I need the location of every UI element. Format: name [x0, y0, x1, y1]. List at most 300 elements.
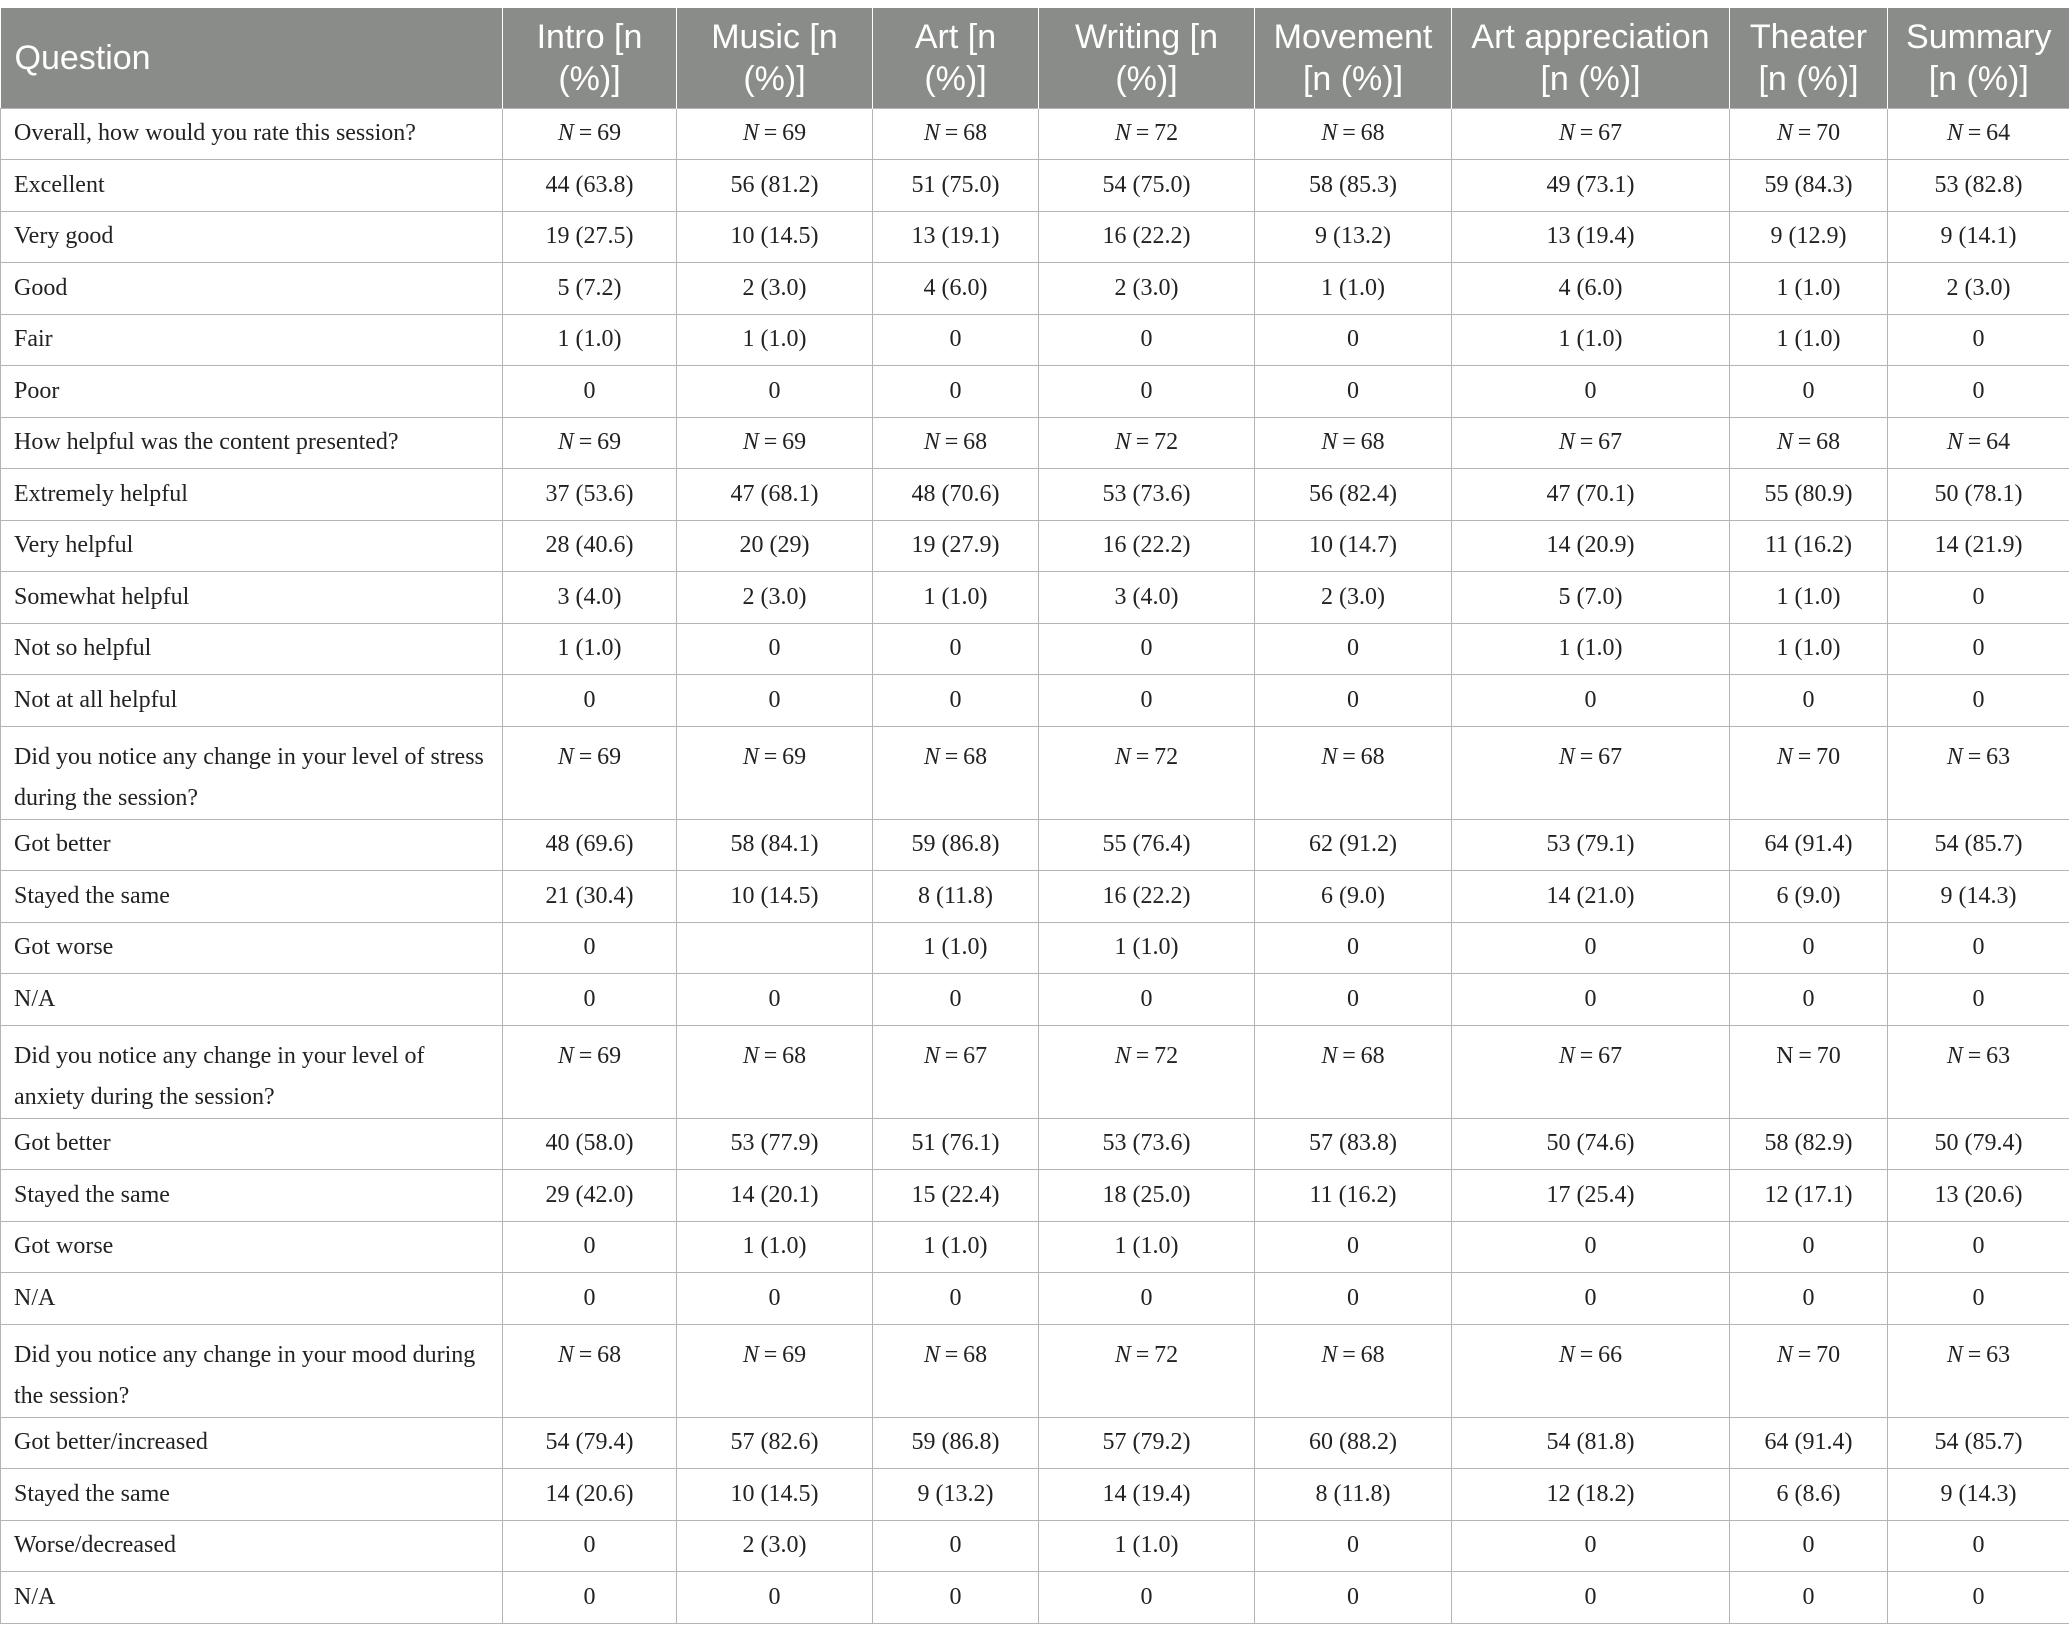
count-percent-cell: 1 (1.0) — [873, 572, 1039, 624]
count-percent-cell: 0 — [677, 623, 873, 675]
count-percent-cell: 6 (9.0) — [1255, 871, 1452, 923]
sample-size-symbol: N — [1321, 429, 1338, 456]
count-percent-cell: 4 (6.0) — [873, 263, 1039, 315]
response-label: Got worse — [1, 922, 503, 974]
question-row — [1, 1025, 2069, 1118]
count-percent-cell: 53 (77.9) — [677, 1118, 873, 1170]
count-percent-cell: 0 — [1039, 1572, 1255, 1624]
sample-size-value: 64 — [1986, 120, 2011, 147]
response-label: Excellent — [1, 160, 503, 212]
response-label: Not so helpful — [1, 623, 503, 675]
count-percent-cell: 53 (79.1) — [1452, 819, 1730, 871]
response-label: Poor — [1, 366, 503, 418]
equals-sign: = — [1574, 1341, 1599, 1368]
count-percent-cell: 2 (3.0) — [1255, 572, 1452, 624]
table-row — [1, 572, 2069, 624]
equals-sign: = — [1337, 1042, 1361, 1069]
sample-size-value: 70 — [1816, 120, 1841, 147]
count-percent-cell: 59 (84.3) — [1730, 160, 1888, 212]
sample-size-cell — [1730, 726, 1888, 819]
count-percent-cell: 19 (27.9) — [873, 520, 1039, 572]
equals-sign: = — [939, 743, 964, 770]
sample-size-value: 63 — [1986, 1341, 2011, 1368]
count-percent-cell: 11 (16.2) — [1255, 1170, 1452, 1222]
count-percent-cell: 0 — [873, 314, 1039, 366]
count-percent-cell: 47 (68.1) — [677, 469, 873, 521]
sample-size-symbol: N — [1946, 1042, 1963, 1069]
sample-size-value: 68 — [1360, 1341, 1385, 1368]
sample-size-cell — [873, 417, 1039, 469]
sample-size-symbol: N — [1321, 120, 1338, 147]
count-percent-cell: 53 (82.8) — [1888, 160, 2069, 212]
count-percent-cell: 18 (25.0) — [1039, 1170, 1255, 1222]
count-percent-cell: 49 (73.1) — [1452, 160, 1730, 212]
sample-size-cell — [1452, 1324, 1730, 1417]
count-percent-cell: 0 — [1452, 1221, 1730, 1273]
count-percent-cell: 0 — [1039, 974, 1255, 1026]
count-percent-cell: 29 (42.0) — [503, 1170, 677, 1222]
equals-sign: = — [1337, 120, 1361, 147]
equals-sign: = — [1337, 743, 1361, 770]
count-percent-cell: 57 (79.2) — [1039, 1417, 1255, 1469]
sample-size-symbol: N — [742, 1042, 759, 1069]
sample-size-symbol: N — [742, 120, 759, 147]
sample-size-symbol: N — [1558, 1341, 1575, 1368]
count-percent-cell: 53 (73.6) — [1039, 469, 1255, 521]
sample-size-symbol: N — [1946, 120, 1963, 147]
sample-size-cell — [1730, 108, 1888, 160]
count-percent-cell: 0 — [1888, 314, 2069, 366]
equals-sign: = — [1962, 1341, 1987, 1368]
count-percent-cell: 1 (1.0) — [873, 1221, 1039, 1273]
count-percent-cell: 54 (81.8) — [1452, 1417, 1730, 1469]
sample-size-symbol: N — [557, 743, 574, 770]
count-percent-cell: 50 (78.1) — [1888, 469, 2069, 521]
count-percent-cell: 0 — [1255, 1520, 1452, 1572]
question-label: How helpful was the content presented? — [1, 417, 503, 469]
equals-sign: = — [573, 429, 598, 456]
count-percent-cell: 0 — [1730, 974, 1888, 1026]
count-percent-cell: 21 (30.4) — [503, 871, 677, 923]
count-percent-cell: 0 — [1888, 572, 2069, 624]
count-percent-cell: 14 (21.9) — [1888, 520, 2069, 572]
sample-size-value: 72 — [1154, 429, 1179, 456]
count-percent-cell: 1 (1.0) — [677, 1221, 873, 1273]
equals-sign: = — [1574, 120, 1599, 147]
response-label: Not at all helpful — [1, 675, 503, 727]
sample-size-symbol: N — [1321, 1341, 1338, 1368]
sample-size-cell — [873, 108, 1039, 160]
sample-size-symbol: N — [742, 429, 759, 456]
table-row — [1, 1273, 2069, 1325]
sample-size-symbol: N — [557, 429, 574, 456]
count-percent-cell: 9 (13.2) — [1255, 211, 1452, 263]
count-percent-cell: 0 — [503, 1572, 677, 1624]
count-percent-cell: 20 (29) — [677, 520, 873, 572]
equals-sign: = — [758, 120, 783, 147]
sample-size-symbol: N — [1321, 1042, 1338, 1069]
count-percent-cell: 0 — [1255, 922, 1452, 974]
table-row — [1, 974, 2069, 1026]
sample-size-symbol: N — [1946, 743, 1963, 770]
count-percent-cell: 6 (9.0) — [1730, 871, 1888, 923]
count-percent-cell: 1 (1.0) — [503, 314, 677, 366]
count-percent-cell: 1 (1.0) — [1452, 623, 1730, 675]
sample-size-value: 67 — [1598, 1042, 1623, 1069]
sample-size-value: 72 — [1154, 1341, 1179, 1368]
sample-size-cell — [503, 1025, 677, 1118]
equals-sign: = — [1962, 429, 1987, 456]
sample-size-value: 66 — [1598, 1341, 1623, 1368]
table-row — [1, 1417, 2069, 1469]
equals-sign: = — [1793, 1042, 1817, 1069]
sample-size-value: 67 — [1598, 743, 1623, 770]
sample-size-symbol: N — [1114, 1341, 1131, 1368]
question-label: Overall, how would you rate this session? — [1, 108, 503, 160]
table-row — [1, 871, 2069, 923]
sample-size-cell — [873, 1324, 1039, 1417]
count-percent-cell: 0 — [677, 1572, 873, 1624]
count-percent-cell: 47 (70.1) — [1452, 469, 1730, 521]
sample-size-symbol: N — [1776, 1341, 1793, 1368]
sample-size-symbol: N — [742, 743, 759, 770]
sample-size-cell — [1888, 726, 2069, 819]
question-row — [1, 726, 2069, 819]
count-percent-cell: 14 (21.0) — [1452, 871, 1730, 923]
equals-sign: = — [758, 1042, 783, 1069]
column-header: Intro [n (%)] — [503, 8, 677, 108]
sample-size-value: 68 — [1360, 1042, 1385, 1069]
count-percent-cell: 9 (14.1) — [1888, 211, 2069, 263]
count-percent-cell: 0 — [873, 974, 1039, 1026]
sample-size-symbol: N — [557, 1042, 574, 1069]
count-percent-cell: 0 — [677, 366, 873, 418]
count-percent-cell: 1 (1.0) — [1452, 314, 1730, 366]
equals-sign: = — [1792, 1341, 1817, 1368]
sample-size-symbol: N — [1776, 429, 1793, 456]
count-percent-cell: 0 — [1255, 675, 1452, 727]
sample-size-value: 72 — [1154, 120, 1179, 147]
count-percent-cell: 1 (1.0) — [1730, 623, 1888, 675]
sample-size-value: 68 — [963, 429, 988, 456]
count-percent-cell: 0 — [503, 974, 677, 1026]
sample-size-value: 68 — [1816, 429, 1841, 456]
equals-sign: = — [573, 120, 598, 147]
sample-size-symbol: N — [1114, 1042, 1131, 1069]
count-percent-cell: 8 (11.8) — [1255, 1469, 1452, 1521]
sample-size-value: 68 — [963, 743, 988, 770]
question-label: Did you notice any change in your level of stress during the session? — [1, 726, 503, 819]
table-row — [1, 922, 2069, 974]
equals-sign: = — [1574, 429, 1599, 456]
column-header: Theater [n (%)] — [1730, 8, 1888, 108]
count-percent-cell: 51 (75.0) — [873, 160, 1039, 212]
equals-sign: = — [1130, 1042, 1155, 1069]
count-percent-cell: 2 (3.0) — [1888, 263, 2069, 315]
count-percent-cell: 0 — [873, 1572, 1039, 1624]
count-percent-cell: 0 — [1452, 675, 1730, 727]
count-percent-cell: 3 (4.0) — [503, 572, 677, 624]
count-percent-cell: 48 (69.6) — [503, 819, 677, 871]
equals-sign: = — [573, 1042, 598, 1069]
count-percent-cell: 40 (58.0) — [503, 1118, 677, 1170]
sample-size-symbol: N — [1776, 743, 1793, 770]
count-percent-cell: 0 — [1730, 1273, 1888, 1325]
count-percent-cell: 8 (11.8) — [873, 871, 1039, 923]
survey-results-table — [0, 8, 2069, 1624]
count-percent-cell: 13 (19.1) — [873, 211, 1039, 263]
count-percent-cell: 9 (12.9) — [1730, 211, 1888, 263]
count-percent-cell: 0 — [1039, 366, 1255, 418]
sample-size-value: 70 — [1816, 743, 1841, 770]
equals-sign: = — [1337, 429, 1361, 456]
sample-size-value: 68 — [1360, 120, 1385, 147]
response-label: Very helpful — [1, 520, 503, 572]
sample-size-symbol: N — [1321, 743, 1338, 770]
count-percent-cell: 0 — [1039, 1273, 1255, 1325]
equals-sign: = — [939, 429, 964, 456]
table-row — [1, 1118, 2069, 1170]
sample-size-cell — [1730, 417, 1888, 469]
table-row — [1, 623, 2069, 675]
sample-size-symbol: N — [1114, 120, 1131, 147]
response-label: Very good — [1, 211, 503, 263]
count-percent-cell: 0 — [1888, 1273, 2069, 1325]
column-header: Movement [n (%)] — [1255, 8, 1452, 108]
count-percent-cell: 0 — [873, 1273, 1039, 1325]
count-percent-cell: 14 (19.4) — [1039, 1469, 1255, 1521]
count-percent-cell: 0 — [1888, 922, 2069, 974]
count-percent-cell: 0 — [1888, 366, 2069, 418]
sample-size-value: 72 — [1154, 743, 1179, 770]
count-percent-cell: 64 (91.4) — [1730, 819, 1888, 871]
count-percent-cell: 13 (20.6) — [1888, 1170, 2069, 1222]
count-percent-cell: 0 — [1452, 1520, 1730, 1572]
count-percent-cell: 0 — [1730, 675, 1888, 727]
table-row — [1, 211, 2069, 263]
table-row — [1, 520, 2069, 572]
count-percent-cell: 12 (18.2) — [1452, 1469, 1730, 1521]
equals-sign: = — [758, 1341, 783, 1368]
count-percent-cell: 10 (14.7) — [1255, 520, 1452, 572]
count-percent-cell: 0 — [503, 366, 677, 418]
count-percent-cell: 0 — [677, 675, 873, 727]
sample-size-cell — [1730, 1025, 1888, 1118]
sample-size-symbol: N — [1114, 429, 1131, 456]
sample-size-value: 72 — [1154, 1042, 1179, 1069]
response-label: Got worse — [1, 1221, 503, 1273]
count-percent-cell: 10 (14.5) — [677, 871, 873, 923]
count-percent-cell: 0 — [1255, 623, 1452, 675]
count-percent-cell: 1 (1.0) — [1730, 314, 1888, 366]
sample-size-value: 64 — [1986, 429, 2011, 456]
response-label: Got better — [1, 1118, 503, 1170]
count-percent-cell: 44 (63.8) — [503, 160, 677, 212]
sample-size-value: 69 — [597, 1042, 622, 1069]
count-percent-cell: 50 (74.6) — [1452, 1118, 1730, 1170]
sample-size-symbol: N — [1946, 1341, 1963, 1368]
response-label: Extremely helpful — [1, 469, 503, 521]
equals-sign: = — [573, 1341, 598, 1368]
sample-size-value: 68 — [1360, 429, 1385, 456]
sample-size-value: 68 — [963, 1341, 988, 1368]
sample-size-value: 69 — [782, 1341, 807, 1368]
count-percent-cell: 0 — [1452, 1273, 1730, 1325]
response-label: Stayed the same — [1, 871, 503, 923]
response-label: N/A — [1, 974, 503, 1026]
sample-size-value: 67 — [1598, 429, 1623, 456]
table-row — [1, 160, 2069, 212]
equals-sign: = — [939, 120, 964, 147]
count-percent-cell: 1 (1.0) — [1730, 263, 1888, 315]
sample-size-cell — [503, 417, 677, 469]
column-header: Summary [n (%)] — [1888, 8, 2069, 108]
sample-size-symbol: N — [557, 1341, 574, 1368]
sample-size-value: 69 — [782, 743, 807, 770]
count-percent-cell: 0 — [1255, 974, 1452, 1026]
count-percent-cell: 0 — [503, 1273, 677, 1325]
sample-size-value: 69 — [782, 120, 807, 147]
count-percent-cell: 1 (1.0) — [1039, 1520, 1255, 1572]
sample-size-symbol: N — [557, 120, 574, 147]
count-percent-cell: 9 (14.3) — [1888, 871, 2069, 923]
sample-size-value: 68 — [1360, 743, 1385, 770]
sample-size-value: 63 — [1986, 743, 2011, 770]
question-row — [1, 417, 2069, 469]
sample-size-cell — [1039, 417, 1255, 469]
count-percent-cell: 0 — [503, 1221, 677, 1273]
sample-size-cell — [1888, 1324, 2069, 1417]
count-percent-cell: 0 — [1255, 1273, 1452, 1325]
sample-size-cell — [1255, 108, 1452, 160]
count-percent-cell: 54 (85.7) — [1888, 1417, 2069, 1469]
sample-size-value: 68 — [963, 120, 988, 147]
count-percent-cell: 0 — [503, 922, 677, 974]
count-percent-cell: 57 (82.6) — [677, 1417, 873, 1469]
count-percent-cell: 53 (73.6) — [1039, 1118, 1255, 1170]
sample-size-cell — [677, 1025, 873, 1118]
equals-sign: = — [573, 743, 598, 770]
sample-size-cell — [873, 1025, 1039, 1118]
sample-size-symbol: N — [1114, 743, 1131, 770]
count-percent-cell: 0 — [1730, 366, 1888, 418]
count-percent-cell: 56 (82.4) — [1255, 469, 1452, 521]
count-percent-cell: 9 (13.2) — [873, 1469, 1039, 1521]
column-header: Music [n (%)] — [677, 8, 873, 108]
count-percent-cell: 9 (14.3) — [1888, 1469, 2069, 1521]
response-label: Worse/decreased — [1, 1520, 503, 1572]
sample-size-cell — [1888, 417, 2069, 469]
equals-sign: = — [939, 1341, 964, 1368]
count-percent-cell: 54 (75.0) — [1039, 160, 1255, 212]
equals-sign: = — [1130, 1341, 1155, 1368]
sample-size-symbol: N — [1558, 1042, 1575, 1069]
count-percent-cell: 0 — [1888, 675, 2069, 727]
count-percent-cell: 1 (1.0) — [873, 922, 1039, 974]
count-percent-cell: 1 (1.0) — [1730, 572, 1888, 624]
equals-sign: = — [1574, 1042, 1599, 1069]
count-percent-cell: 0 — [1888, 1520, 2069, 1572]
sample-size-cell — [1039, 108, 1255, 160]
count-percent-cell: 59 (86.8) — [873, 1417, 1039, 1469]
equals-sign: = — [1337, 1341, 1361, 1368]
sample-size-value: 63 — [1986, 1042, 2011, 1069]
sample-size-value: 67 — [1598, 120, 1623, 147]
sample-size-cell — [1888, 108, 2069, 160]
equals-sign: = — [758, 429, 783, 456]
count-percent-cell: 0 — [1452, 366, 1730, 418]
sample-size-value: 68 — [597, 1341, 622, 1368]
count-percent-cell: 1 (1.0) — [1039, 1221, 1255, 1273]
sample-size-symbol: N — [1558, 120, 1575, 147]
question-label: Did you notice any change in your level of anxiety during the session? — [1, 1025, 503, 1118]
sample-size-cell — [677, 108, 873, 160]
sample-size-symbol: N — [923, 1042, 940, 1069]
count-percent-cell: 12 (17.1) — [1730, 1170, 1888, 1222]
sample-size-value: 69 — [597, 429, 622, 456]
count-percent-cell: 14 (20.1) — [677, 1170, 873, 1222]
count-percent-cell: 1 (1.0) — [1255, 263, 1452, 315]
sample-size-cell — [1255, 1025, 1452, 1118]
count-percent-cell: 0 — [873, 623, 1039, 675]
sample-size-cell — [1452, 108, 1730, 160]
count-percent-cell: 0 — [1888, 1572, 2069, 1624]
question-row — [1, 1324, 2069, 1417]
sample-size-symbol: N — [923, 743, 940, 770]
equals-sign: = — [1792, 429, 1817, 456]
count-percent-cell: 19 (27.5) — [503, 211, 677, 263]
count-percent-cell: 3 (4.0) — [1039, 572, 1255, 624]
count-percent-cell: 0 — [873, 1520, 1039, 1572]
equals-sign: = — [758, 743, 783, 770]
count-percent-cell: 0 — [1255, 314, 1452, 366]
sample-size-value: 70 — [1816, 1042, 1841, 1069]
sample-size-value: 67 — [963, 1042, 988, 1069]
count-percent-cell: 0 — [677, 974, 873, 1026]
sample-size-symbol: N — [1776, 120, 1793, 147]
count-percent-cell: 16 (22.2) — [1039, 211, 1255, 263]
table-row — [1, 819, 2069, 871]
count-percent-cell: 16 (22.2) — [1039, 871, 1255, 923]
equals-sign: = — [1962, 1042, 1987, 1069]
count-percent-cell: 1 (1.0) — [1039, 922, 1255, 974]
count-percent-cell: 4 (6.0) — [1452, 263, 1730, 315]
sample-size-cell — [1039, 726, 1255, 819]
count-percent-cell: 5 (7.2) — [503, 263, 677, 315]
count-percent-cell: 13 (19.4) — [1452, 211, 1730, 263]
count-percent-cell: 59 (86.8) — [873, 819, 1039, 871]
count-percent-cell: 37 (53.6) — [503, 469, 677, 521]
table-row — [1, 314, 2069, 366]
count-percent-cell: 58 (82.9) — [1730, 1118, 1888, 1170]
sample-size-cell — [1452, 1025, 1730, 1118]
count-percent-cell: 0 — [1888, 974, 2069, 1026]
count-percent-cell: 56 (81.2) — [677, 160, 873, 212]
count-percent-cell: 54 (79.4) — [503, 1417, 677, 1469]
count-percent-cell: 0 — [1255, 366, 1452, 418]
response-label: Fair — [1, 314, 503, 366]
count-percent-cell: 57 (83.8) — [1255, 1118, 1452, 1170]
column-header: Art [n (%)] — [873, 8, 1039, 108]
sample-size-cell — [1452, 417, 1730, 469]
count-percent-cell: 60 (88.2) — [1255, 1417, 1452, 1469]
count-percent-cell: 2 (3.0) — [677, 572, 873, 624]
equals-sign: = — [1130, 120, 1155, 147]
count-percent-cell: 6 (8.6) — [1730, 1469, 1888, 1521]
sample-size-cell — [1039, 1324, 1255, 1417]
count-percent-cell: 0 — [1039, 675, 1255, 727]
count-percent-cell: 64 (91.4) — [1730, 1417, 1888, 1469]
